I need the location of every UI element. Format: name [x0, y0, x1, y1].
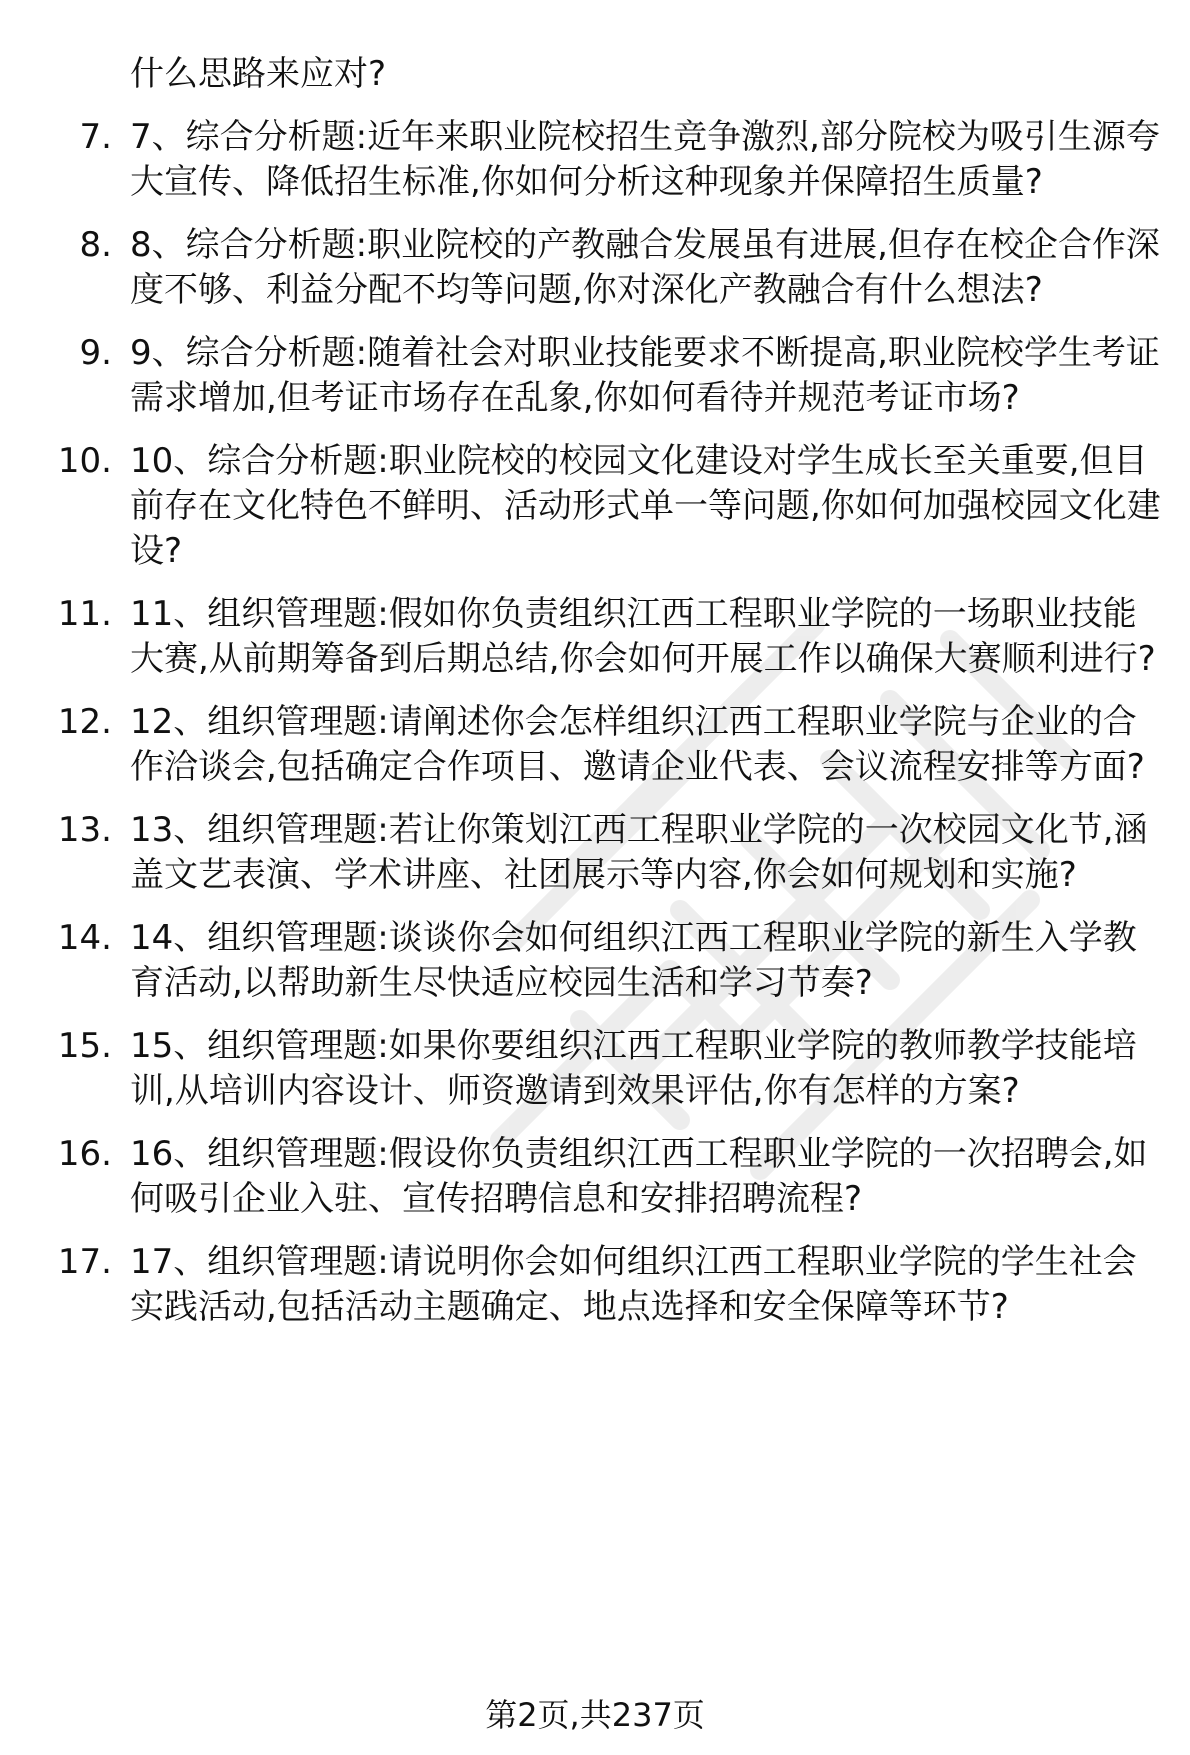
question-number: 17. — [57, 1242, 112, 1282]
question-number: 12. — [57, 702, 112, 742]
list-item — [0, 808, 1190, 898]
question-text: 9、综合分析题:随着社会对职业技能要求不断提高,职业院校学生考证需求增加,但考证市场存在乱象,你如何看待并规范考证市场? — [130, 333, 1160, 418]
list-item — [0, 1132, 1190, 1222]
list-item — [0, 115, 1190, 205]
question-text: 11、组织管理题:假如你负责组织江西工程职业学院的一场职业技能大赛,从前期筹备到后期总结,你会如何开展工作以确保大赛顺利进行? — [130, 594, 1156, 679]
question-text: 16、组织管理题:假设你负责组织江西工程职业学院的一次招聘会,如何吸引企业入驻、宣传招聘信息和安排招聘流程? — [130, 1134, 1148, 1219]
list-item — [0, 700, 1190, 790]
question-text: 7、综合分析题:近年来职业院校招生竞争激烈,部分院校为吸引生源夸大宣传、降低招生标准,你如何分析这种现象并保障招生质量? — [130, 117, 1160, 202]
question-text: 8、综合分析题:职业院校的产教融合发展虽有进展,但存在校企合作深度不够、利益分配不均等问题,你对深化产教融合有什么想法? — [130, 225, 1160, 310]
question-number: 15. — [57, 1026, 112, 1066]
question-number: 9. — [79, 333, 112, 373]
question-list — [0, 115, 1190, 1348]
question-text: 10、综合分析题:职业院校的校园文化建设对学生成长至关重要,但目前存在文化特色不鲜明、活动形式单一等问题,你如何加强校园文化建设? — [130, 441, 1161, 571]
list-item — [0, 223, 1190, 313]
list-item — [0, 1024, 1190, 1114]
page-footer: 第2页,共237页 — [485, 1696, 705, 1734]
question-number: 10. — [57, 441, 112, 481]
list-item — [0, 439, 1190, 574]
question-number: 16. — [57, 1134, 112, 1174]
question-number: 11. — [57, 594, 112, 634]
list-item — [0, 1240, 1190, 1330]
list-item — [0, 331, 1190, 421]
question-number: 14. — [57, 918, 112, 958]
question-text: 12、组织管理题:请阐述你会怎样组织江西工程职业学院与企业的合作洽谈会,包括确定合作项目、邀请企业代表、会议流程安排等方面? — [130, 702, 1145, 787]
question-text: 17、组织管理题:请说明你会如何组织江西工程职业学院的学生社会实践活动,包括活动主题确定、地点选择和安全保障等环节? — [130, 1242, 1137, 1327]
question-number: 8. — [79, 225, 112, 265]
list-item — [0, 916, 1190, 1006]
question-text: 15、组织管理题:如果你要组织江西工程职业学院的教师教学技能培训,从培训内容设计、师资邀请到效果评估,你有怎样的方案? — [130, 1026, 1137, 1111]
continued-question-text: 什么思路来应对? — [130, 54, 387, 94]
question-number: 13. — [57, 810, 112, 850]
list-item — [0, 592, 1190, 682]
question-text: 13、组织管理题:若让你策划江西工程职业学院的一次校园文化节,涵盖文艺表演、学术讲座、社团展示等内容,你会如何规划和实施? — [130, 810, 1148, 895]
question-number: 7. — [79, 117, 112, 157]
question-text: 14、组织管理题:谈谈你会如何组织江西工程职业学院的新生入学教育活动,以帮助新生尽快适应校园生活和学习节奏? — [130, 918, 1137, 1003]
